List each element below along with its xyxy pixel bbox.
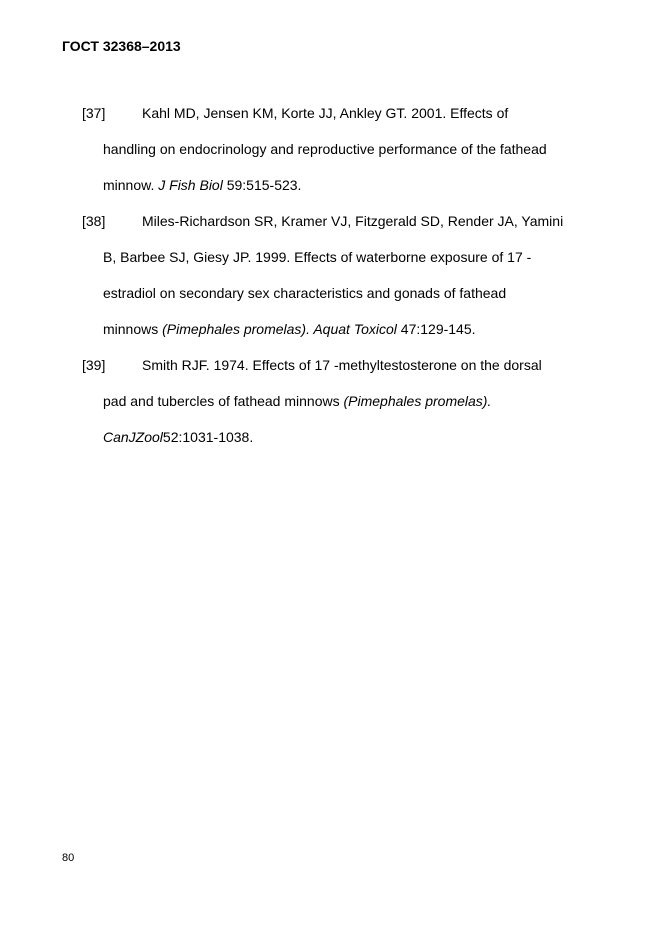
reference-line: Miles-Richardson SR, Kramer VJ, Fitzgerald SD, Render JA, Yamini: [142, 213, 564, 229]
reference-pages: 59:515-523.: [226, 177, 302, 193]
reference-pages: 47:129-145.: [400, 321, 476, 337]
reference-line: estradiol on secondary sex characteristics and gonads of fathead: [103, 285, 507, 301]
reference-text: minnow.: [103, 177, 159, 193]
reference-line: handling on endocrinology and reproductive performance of the fathead: [103, 141, 547, 157]
reference-number: [39]: [82, 357, 106, 373]
reference-line: [103, 419, 622, 455]
reference-line: B, Barbee SJ, Giesy JP. 1999. Effects of waterborne exposure of 17 -: [103, 249, 532, 265]
species-and-journal: (Pimephales promelas). Aquat Toxicol: [162, 321, 401, 337]
reference-line: Kahl MD, Jensen KM, Korte JJ, Ankley GT. 2001. Effects of: [142, 105, 509, 121]
reference-item-38: [82, 203, 622, 347]
reference-line: [103, 167, 622, 203]
species-name: (Pimephales promelas).: [343, 393, 492, 409]
reference-number: [38]: [82, 213, 106, 229]
reference-text: pad and tubercles of fathead minnows: [103, 393, 344, 409]
reference-text: minnows: [103, 321, 163, 337]
reference-number: [37]: [82, 105, 106, 121]
document-header: ГОСТ 32368–2013: [62, 38, 181, 54]
page-number: 80: [62, 852, 75, 864]
reference-pages: 52:1031-1038.: [162, 429, 254, 445]
reference-list: [82, 95, 622, 455]
journal-name: J Fish Biol: [158, 177, 227, 193]
reference-item-37: [82, 95, 622, 203]
reference-item-39: [82, 347, 622, 455]
reference-line: Smith RJF. 1974. Effects of 17 -methyltestosterone on the dorsal: [142, 357, 542, 373]
reference-line: [103, 311, 622, 347]
journal-name: CanJZool: [103, 429, 163, 445]
reference-line: [103, 383, 622, 419]
